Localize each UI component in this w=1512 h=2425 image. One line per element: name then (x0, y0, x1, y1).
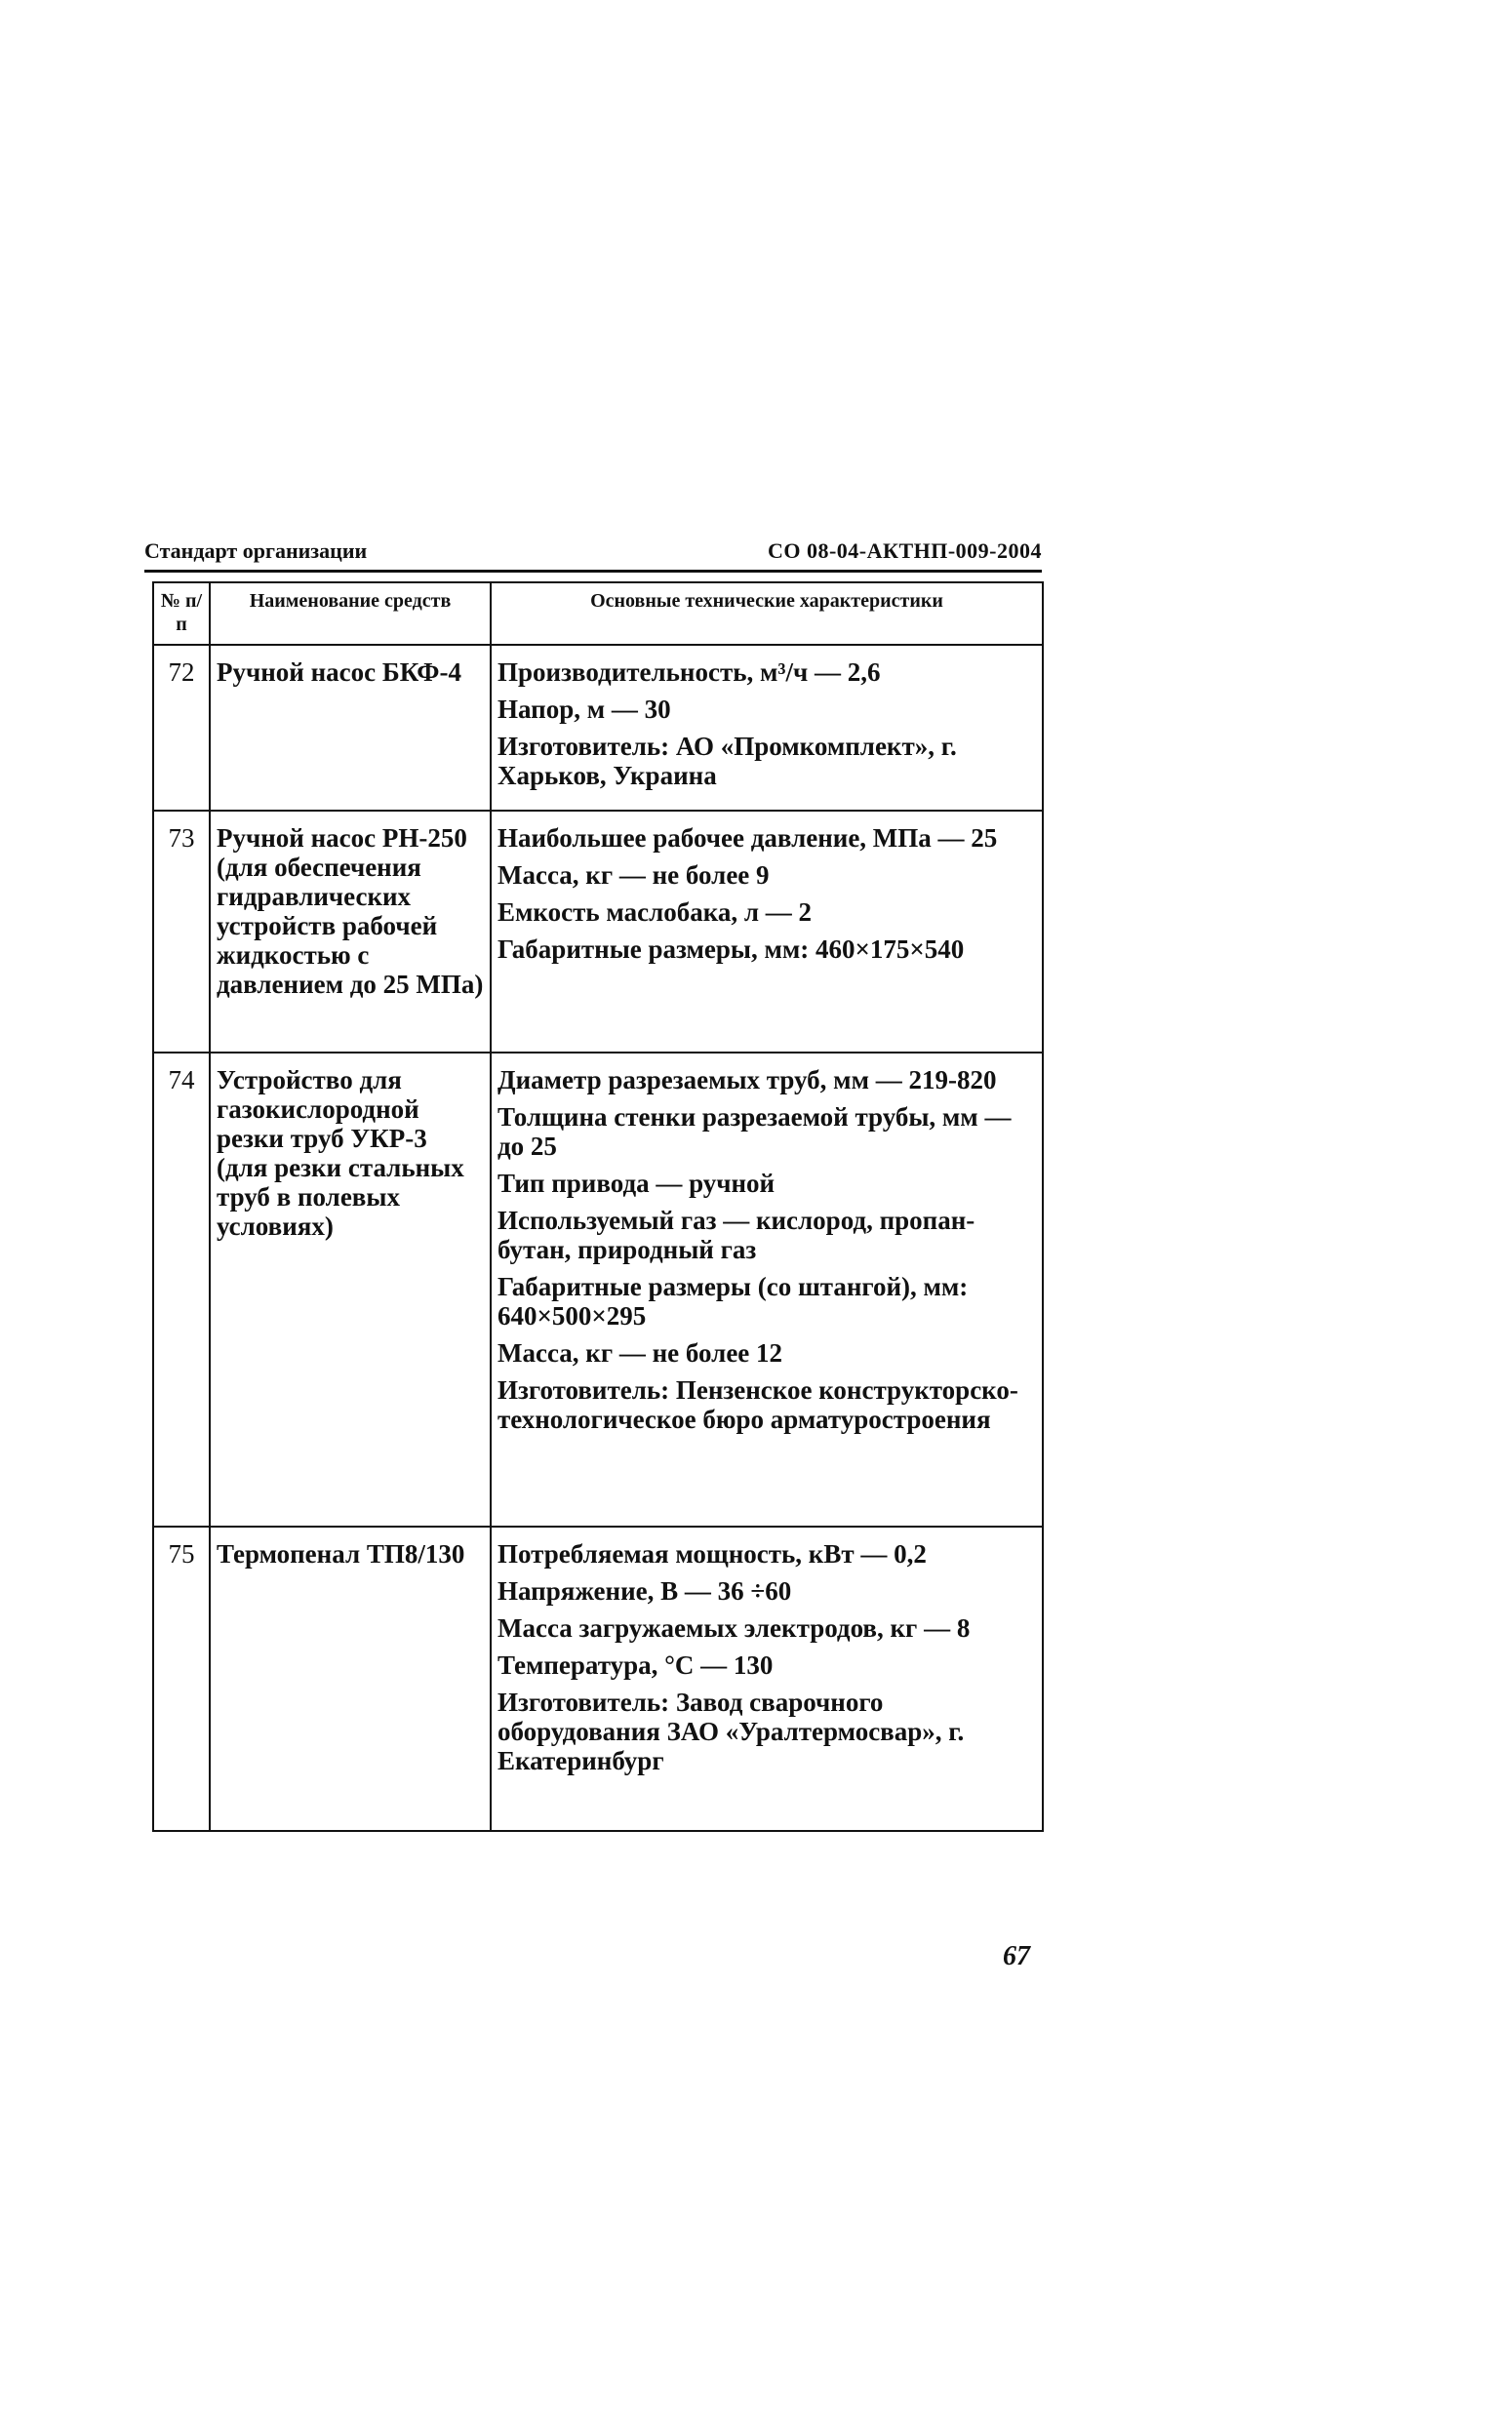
characteristic-line: Потребляемая мощность, кВт — 0,2 (497, 1539, 927, 1569)
table-row (153, 811, 1043, 1053)
column-header-number: № п/п (153, 582, 210, 645)
row-name: Термопенал ТП8/130 (210, 1527, 491, 1831)
characteristic-line: Изготовитель: АО «Промкомплект», г. Харьков, Украина (497, 732, 957, 790)
characteristic-line: Температура, °С — 130 (497, 1650, 774, 1680)
characteristic-line: Диаметр разрезаемых труб, мм — 219-820 (497, 1065, 997, 1094)
characteristic-line: Изготовитель: Пензенское конструкторско-технологическое бюро арматуростроения (497, 1375, 1018, 1434)
characteristic-line: Толщина стенки разрезаемой трубы, мм — до 25 (497, 1102, 1012, 1161)
row-name: Устройство для газокислородной резки труб УКР-3 (для резки стальных труб в полевых условиях) (210, 1053, 491, 1527)
equipment-table (152, 581, 1044, 1832)
row-name: Ручной насос БКФ-4 (210, 645, 491, 811)
row-number: 73 (153, 811, 210, 1053)
row-characteristics (491, 1527, 1043, 1831)
row-characteristics (491, 811, 1043, 1053)
characteristic-line: Емкость маслобака, л — 2 (497, 897, 813, 927)
characteristic-line: Габаритные размеры, мм: 460×175×540 (497, 934, 965, 964)
table-row (153, 645, 1043, 811)
column-header-name: Наименование средств (210, 582, 491, 645)
characteristic-line: Масса загружаемых электродов, кг — 8 (497, 1613, 971, 1643)
characteristic-line: Напор, м — 30 (497, 695, 671, 724)
table-row (153, 1527, 1043, 1831)
characteristic-line: Изготовитель: Завод сварочного оборудования ЗАО «Уралтермосвар», г. Екатеринбург (497, 1688, 965, 1775)
characteristic-line: Наибольшее рабочее давление, МПа — 25 (497, 823, 998, 853)
header-organization-standard: Стандарт организации (144, 538, 368, 563)
page-number: 67 (1003, 1941, 1030, 1971)
row-characteristics (491, 645, 1043, 811)
row-characteristics (491, 1053, 1043, 1527)
row-number: 72 (153, 645, 210, 811)
characteristic-line: Напряжение, В — 36 ÷60 (497, 1576, 792, 1606)
characteristic-line: Габаритные размеры (со штангой), мм: 640×500×295 (497, 1272, 969, 1331)
characteristic-line: Производительность, м³/ч — 2,6 (497, 657, 881, 687)
row-number: 74 (153, 1053, 210, 1527)
characteristic-line: Масса, кг — не более 12 (497, 1338, 783, 1368)
header-document-code: СО 08-04-АКТНП-009-2004 (767, 538, 1042, 563)
page-header (144, 535, 1042, 573)
column-header-characteristics: Основные технические характеристики (491, 582, 1043, 645)
table-header-row (153, 582, 1043, 645)
characteristic-line: Тип привода — ручной (497, 1169, 776, 1198)
row-name: Ручной насос РН-250 (для обеспечения гидравлических устройств рабочей жидкостью с давлением до 25 МПа) (210, 811, 491, 1053)
row-number: 75 (153, 1527, 210, 1831)
table-row (153, 1053, 1043, 1527)
characteristic-line: Масса, кг — не более 9 (497, 860, 770, 890)
characteristic-line: Используемый газ — кислород, пропан-бутан, природный газ (497, 1206, 975, 1264)
